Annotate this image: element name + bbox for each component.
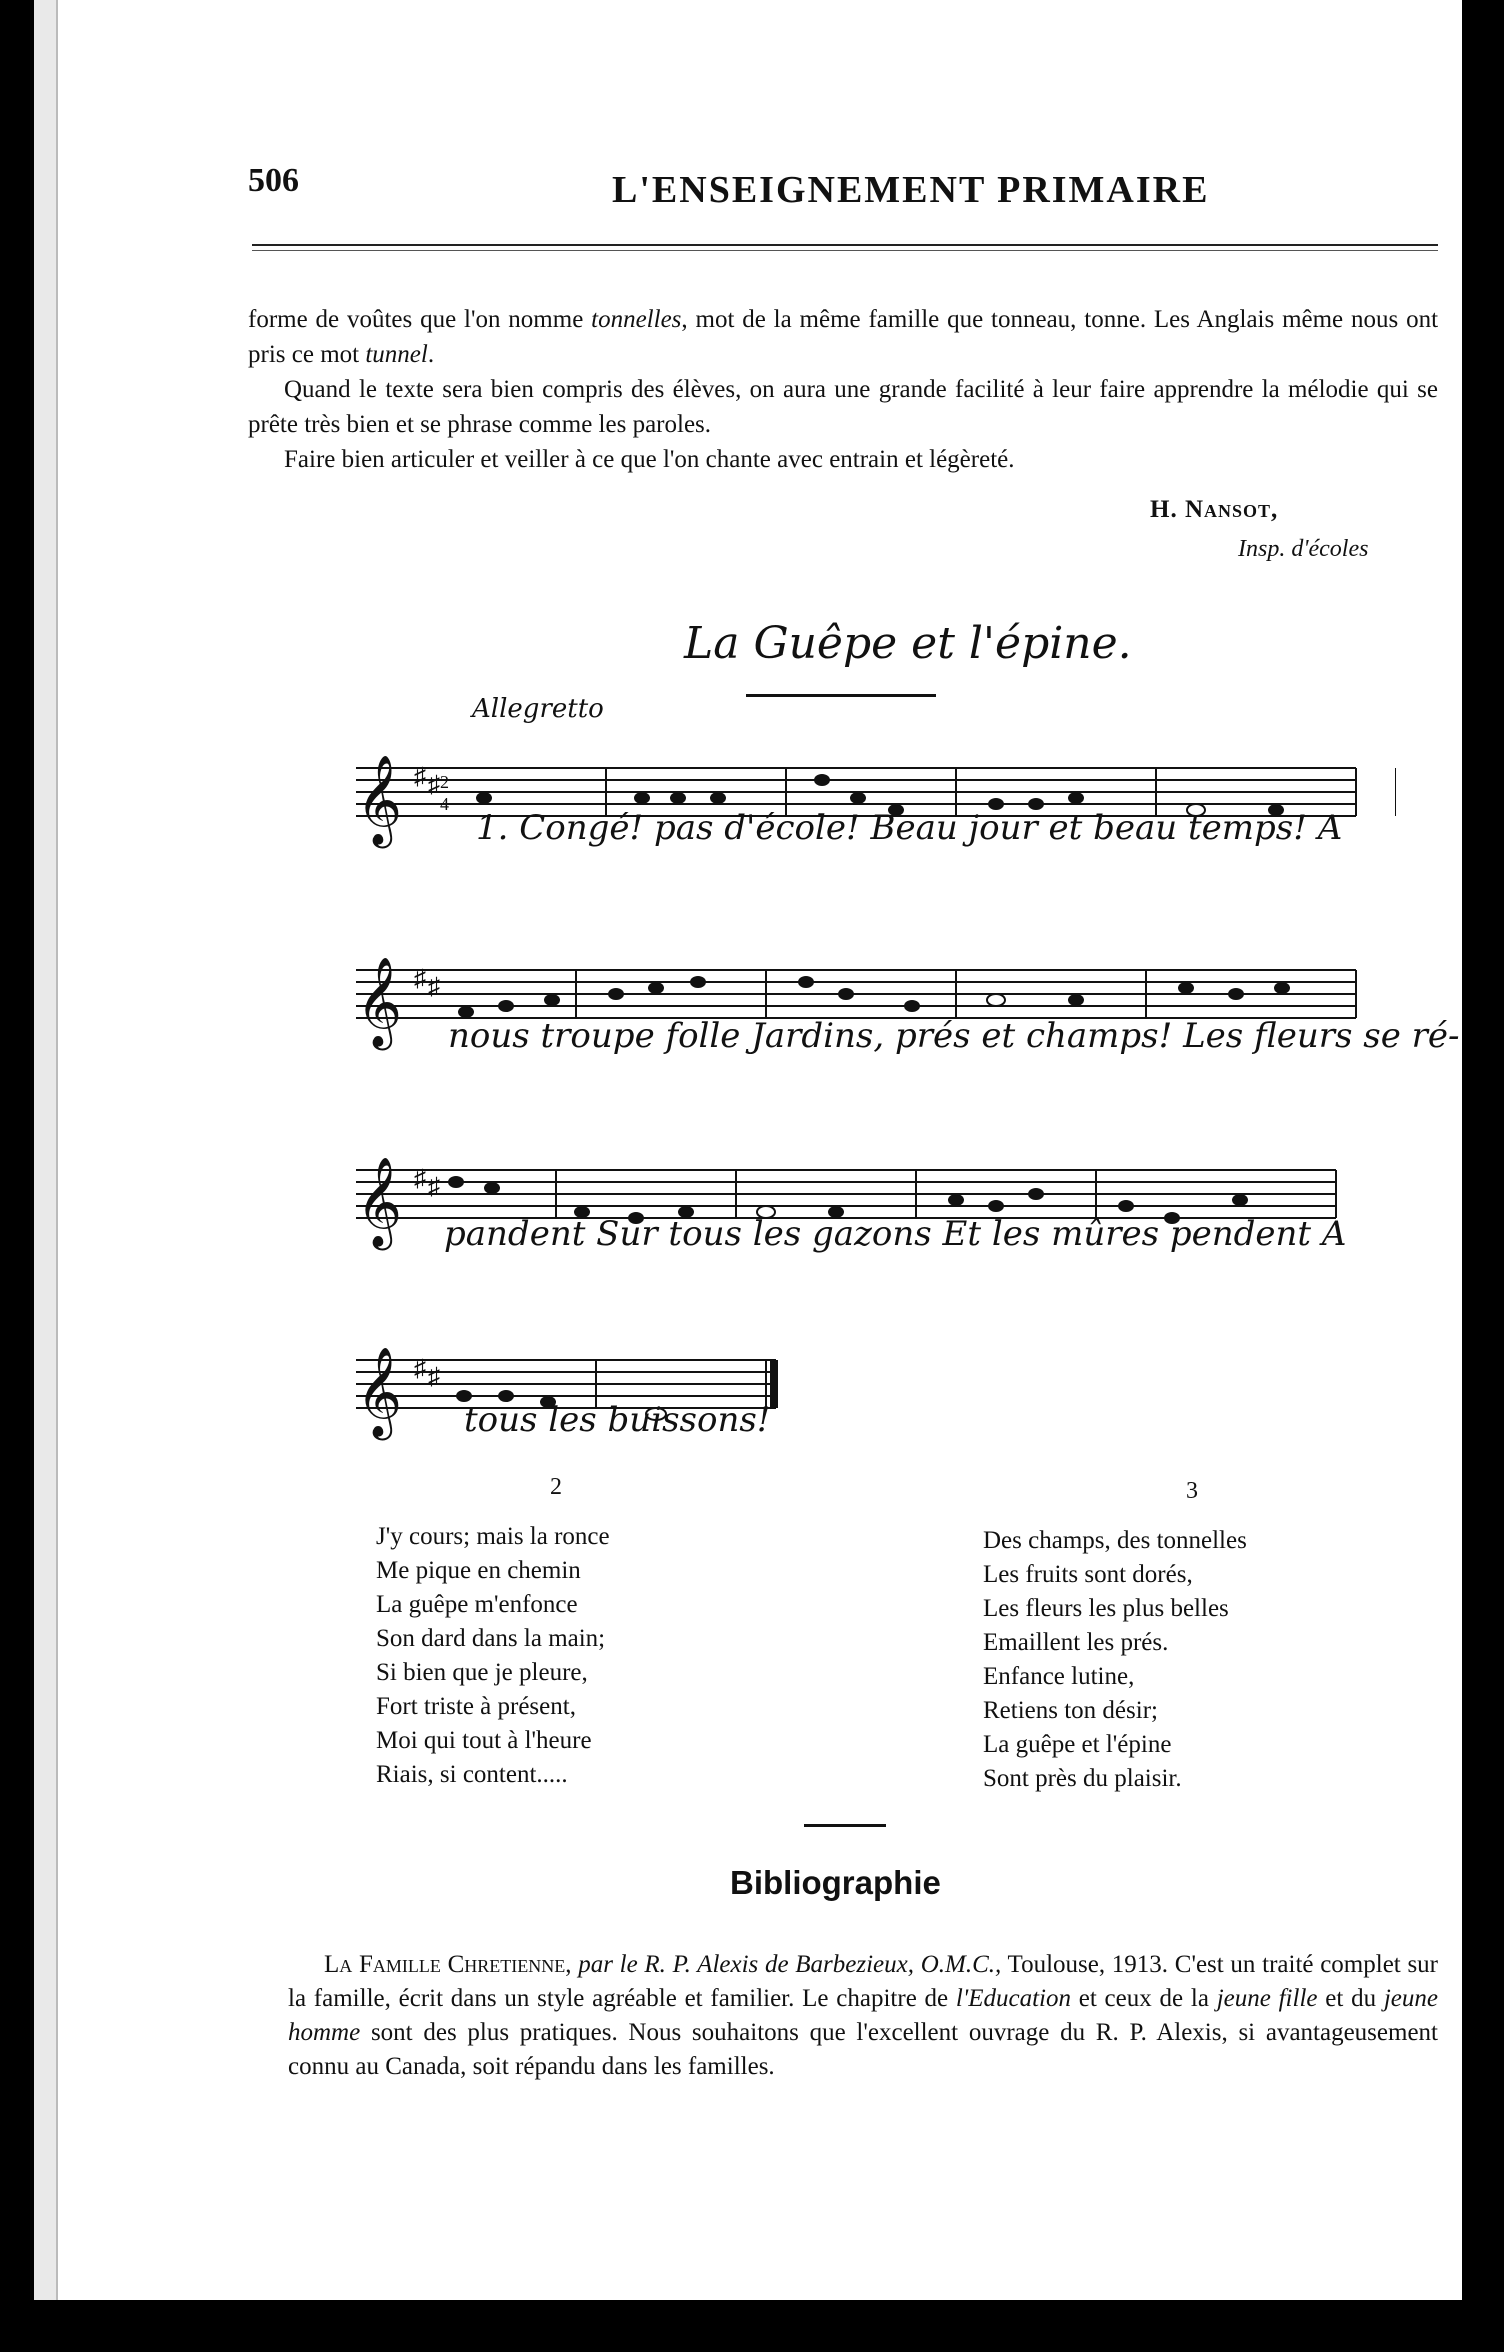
- svg-text:♯: ♯: [414, 966, 426, 992]
- verse-line: Les fruits sont dorés,: [983, 1561, 1193, 1588]
- verse-line: Sont près du plaisir.: [983, 1765, 1182, 1792]
- bibliography-heading: Bibliographie: [730, 1864, 941, 1901]
- verse-line: Riais, si content.....: [376, 1761, 568, 1788]
- svg-text:♯: ♯: [428, 1174, 440, 1200]
- lyric-line-4: tous les buissons!: [464, 1400, 771, 1440]
- text-run: et du: [1317, 1985, 1384, 2012]
- bibliography-entry: [288, 1948, 1438, 2084]
- svg-text:2: 2: [440, 772, 449, 792]
- verse-number-2: 2: [550, 1474, 562, 1500]
- verse-line: Les fleurs les plus belles: [983, 1595, 1229, 1622]
- signature-title: Insp. d'écoles: [1238, 536, 1369, 562]
- page-gutter: [34, 0, 58, 2352]
- svg-text:♯: ♯: [428, 772, 440, 798]
- verse-line: Me pique en chemin: [376, 1557, 581, 1584]
- verse-line: Si bien que je pleure,: [376, 1659, 588, 1686]
- svg-text:♯: ♯: [414, 1356, 426, 1382]
- text-run: .: [427, 341, 435, 368]
- lyric-line-3: pandent Sur tous les gazons Et les mûres pendent A: [444, 1214, 1347, 1254]
- verse-line: Fort triste à présent,: [376, 1693, 576, 1720]
- svg-text:𝄞: 𝄞: [356, 957, 403, 1047]
- text-run-italic: jeune homme: [288, 1985, 1438, 2046]
- scan-border-bottom: [0, 2300, 1504, 2352]
- lyric-line-2: nous troupe folle Jardins, prés et champs! Les fleurs se ré-: [448, 1016, 1460, 1056]
- verse-line: Enfance lutine,: [983, 1663, 1135, 1690]
- text-run: , mot de la même famille que tonneau, tonne. Les Anglais même nous ont pris ce mot: [248, 306, 1439, 368]
- verse-line: Des champs, des tonnelles: [983, 1527, 1247, 1554]
- text-run: forme de voûtes que l'on nomme: [248, 306, 592, 333]
- song-title-underline: [746, 694, 936, 697]
- page-number: 506: [248, 162, 299, 199]
- verse-3: [983, 1524, 1247, 1796]
- running-head: L'ENSEIGNEMENT PRIMAIRE: [612, 169, 1210, 211]
- lyric-line-1: 1. Congé! pas d'école! Beau jour et beau temps! A: [476, 808, 1343, 848]
- intro-paragraph-1: [248, 302, 1438, 372]
- svg-text:4: 4: [440, 794, 449, 814]
- svg-text:♯: ♯: [428, 1364, 440, 1390]
- text-run: Toulouse, 1913. C'est un traité complet sur la famille, écrit dans un style agréable et familier. Le chapitre de: [288, 1951, 1439, 2012]
- header-rule-thin: [252, 250, 1438, 251]
- svg-text:𝄞: 𝄞: [356, 1347, 403, 1437]
- verse-line: La guêpe et l'épine: [983, 1731, 1172, 1758]
- signature-name: H. Nansot,: [1150, 496, 1279, 523]
- document-page: [56, 0, 1462, 2300]
- text-run-italic: tonnelles: [591, 306, 682, 333]
- section-separator: [804, 1824, 886, 1827]
- svg-text:♯: ♯: [428, 974, 440, 1000]
- book-author: par le R. P. Alexis de Barbezieux, O.M.C.,: [571, 1951, 1002, 1978]
- intro-paragraph-3: Faire bien articuler et veiller à ce que l'on chante avec entrain et légèreté.: [284, 446, 1015, 473]
- text-run-italic: l'Education: [955, 1985, 1071, 2012]
- scan-border-left: [0, 0, 34, 2352]
- text-run-italic: tunnel: [365, 341, 428, 368]
- text-run-italic: jeune fille: [1216, 1985, 1318, 2012]
- verse-line: Emaillent les prés.: [983, 1629, 1169, 1656]
- verse-line: La guêpe m'enfonce: [376, 1591, 578, 1618]
- svg-text:♯: ♯: [414, 1166, 426, 1192]
- svg-text:♯: ♯: [414, 764, 426, 790]
- verse-number-3: 3: [1186, 1478, 1198, 1504]
- tempo-marking: Allegretto: [472, 694, 604, 724]
- header-rule: [252, 244, 1438, 246]
- verse-line: Son dard dans la main;: [376, 1625, 606, 1652]
- verse-line: J'y cours; mais la ronce: [376, 1523, 610, 1550]
- verse-2: [376, 1520, 610, 1792]
- song-title: La Guêpe et l'épine.: [684, 618, 1132, 669]
- scan-border-right: [1462, 0, 1504, 2352]
- svg-text:𝄞: 𝄞: [356, 1157, 403, 1247]
- text-run: et ceux de la: [1070, 1985, 1217, 2012]
- intro-paragraph-2: Quand le texte sera bien compris des élèves, on aura une grande facilité à leur faire apprendre la mélodie qui se prête très bien et se phrase comme les paroles.: [248, 376, 1438, 438]
- svg-text:𝄞: 𝄞: [356, 755, 403, 845]
- text-run: sont des plus pratiques. Nous souhaitons que l'excellent ouvrage du R. P. Alexis, si avantageusement connu au Canada, soit répandu dans les familles.: [288, 2019, 1438, 2080]
- verse-line: Retiens ton désir;: [983, 1697, 1158, 1724]
- book-title: La Famille Chretienne,: [324, 1951, 572, 1978]
- verse-line: Moi qui tout à l'heure: [376, 1727, 592, 1754]
